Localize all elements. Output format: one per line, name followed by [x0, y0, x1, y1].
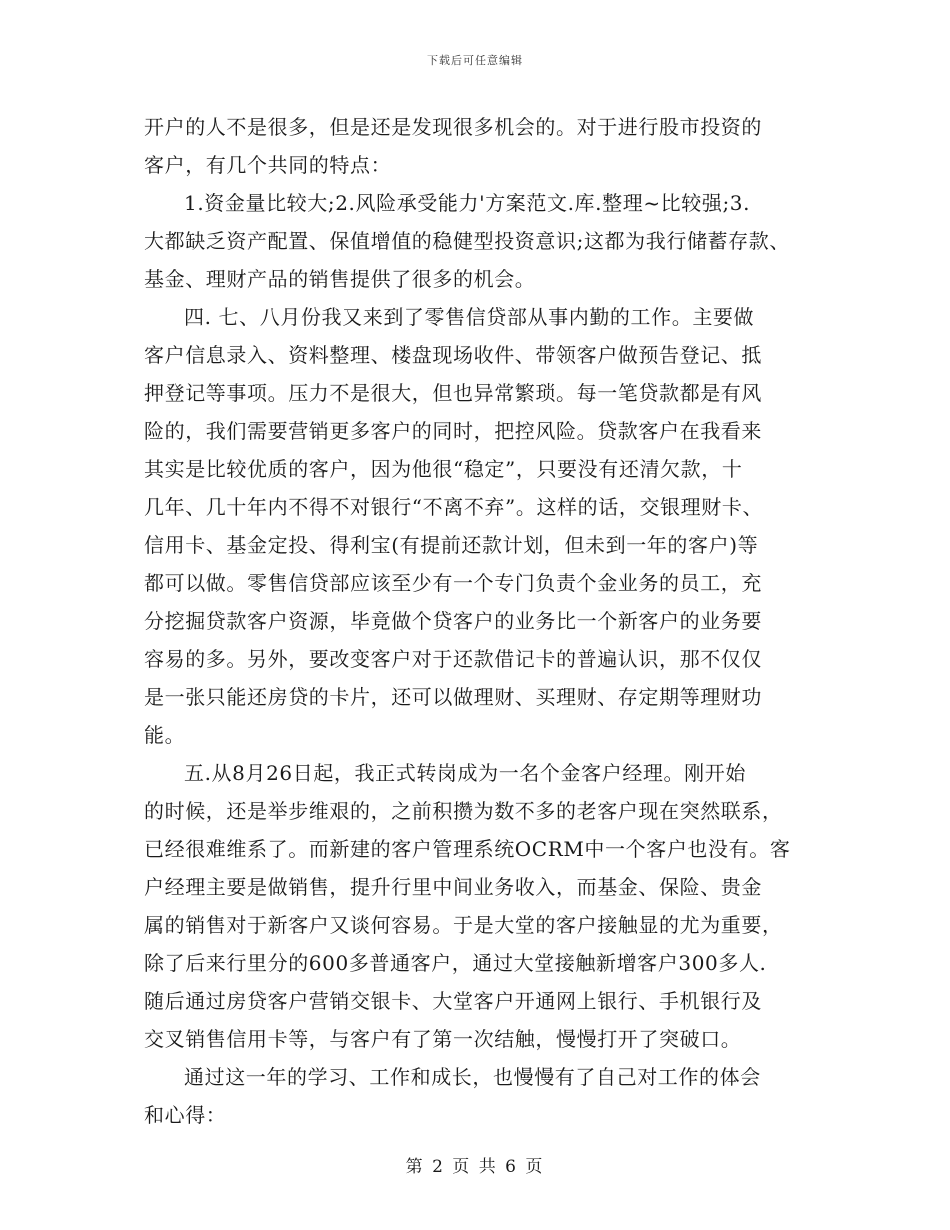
text-line: 客户信息录入、资料整理、楼盘现场收件、带领客户做预告登记、抵	[144, 343, 762, 367]
text-line: 能。	[144, 723, 186, 747]
text-line: 押登记等事项。压力不是很大，但也异常繁琐。每一笔贷款都是有风	[144, 381, 762, 405]
text-line: 险的，我们需要营销更多客户的同时，把控风险。贷款客户在我看来	[144, 419, 762, 443]
text-line: 的时候，还是举步维艰的，之前积攒为数不多的老客户现在突然联系，	[144, 799, 783, 823]
text-line: 已经很难维系了。而新建的客户管理系统OCRM中一个客户也没有。客	[144, 837, 791, 861]
text-line: 分挖掘贷款客户资源，毕竟做个贷客户的业务比一个新客户的业务要	[144, 609, 762, 633]
text-line: 五.从8月26日起，我正式转岗成为一名个金客户经理。刚开始	[184, 761, 746, 785]
text-line: 户经理主要是做销售，提升行里中间业务收入，而基金、保险、贵金	[144, 875, 762, 899]
text-line: 信用卡、基金定投、得利宝(有提前还款计划，但未到一年的客户)等	[144, 533, 759, 557]
text-line: 大都缺乏资产配置、保值增值的稳健型投资意识;这都为我行储蓄存款、	[144, 229, 790, 253]
text-line: 四. 七、八月份我又来到了零售信贷部从事内勤的工作。主要做	[184, 305, 755, 329]
document-body	[144, 108, 810, 1134]
text-line: 开户的人不是很多，但是还是发现很多机会的。对于进行股市投资的	[144, 115, 762, 139]
text-line: 随后通过房贷客户营销交银卡、大堂客户开通网上银行、手机银行及	[144, 989, 762, 1013]
text-line: 除了后来行里分的600多普通客户，通过大堂接触新增客户300多人.	[144, 951, 767, 975]
text-line: 几年、几十年内不得不对银行“不离不弃”。这样的话，交银理财卡、	[144, 495, 764, 519]
page-header: 下载后可任意编辑	[427, 54, 523, 67]
text-line: 通过这一年的学习、工作和成长，也慢慢有了自己对工作的体会	[184, 1065, 761, 1089]
text-line: 其实是比较优质的客户，因为他很“稳定”，只要没有还清欠款，十	[144, 457, 743, 481]
text-line: 是一张只能还房贷的卡片，还可以做理财、买理财、存定期等理财功	[144, 685, 762, 709]
text-line: 和心得：	[144, 1103, 227, 1127]
text-line: 客户，有几个共同的特点：	[144, 153, 392, 177]
text-line: 属的销售对于新客户又谈何容易。于是大堂的客户接触显的尤为重要，	[144, 913, 783, 937]
text-line: 容易的多。另外，要改变客户对于还款借记卡的普遍认识，那不仅仅	[144, 647, 762, 671]
text-line: 交叉销售信用卡等，与客户有了第一次结触，慢慢打开了突破口。	[144, 1027, 742, 1051]
page-footer: 第 2 页 共 6 页	[405, 1157, 545, 1177]
text-line: 都可以做。零售信贷部应该至少有一个专门负责个金业务的员工，充	[144, 571, 762, 595]
text-line: 基金、理财产品的销售提供了很多的机会。	[144, 267, 536, 291]
text-line: 1.资金量比较大;2.风险承受能力'方案范文.库.整理~比较强;3.	[184, 191, 751, 215]
